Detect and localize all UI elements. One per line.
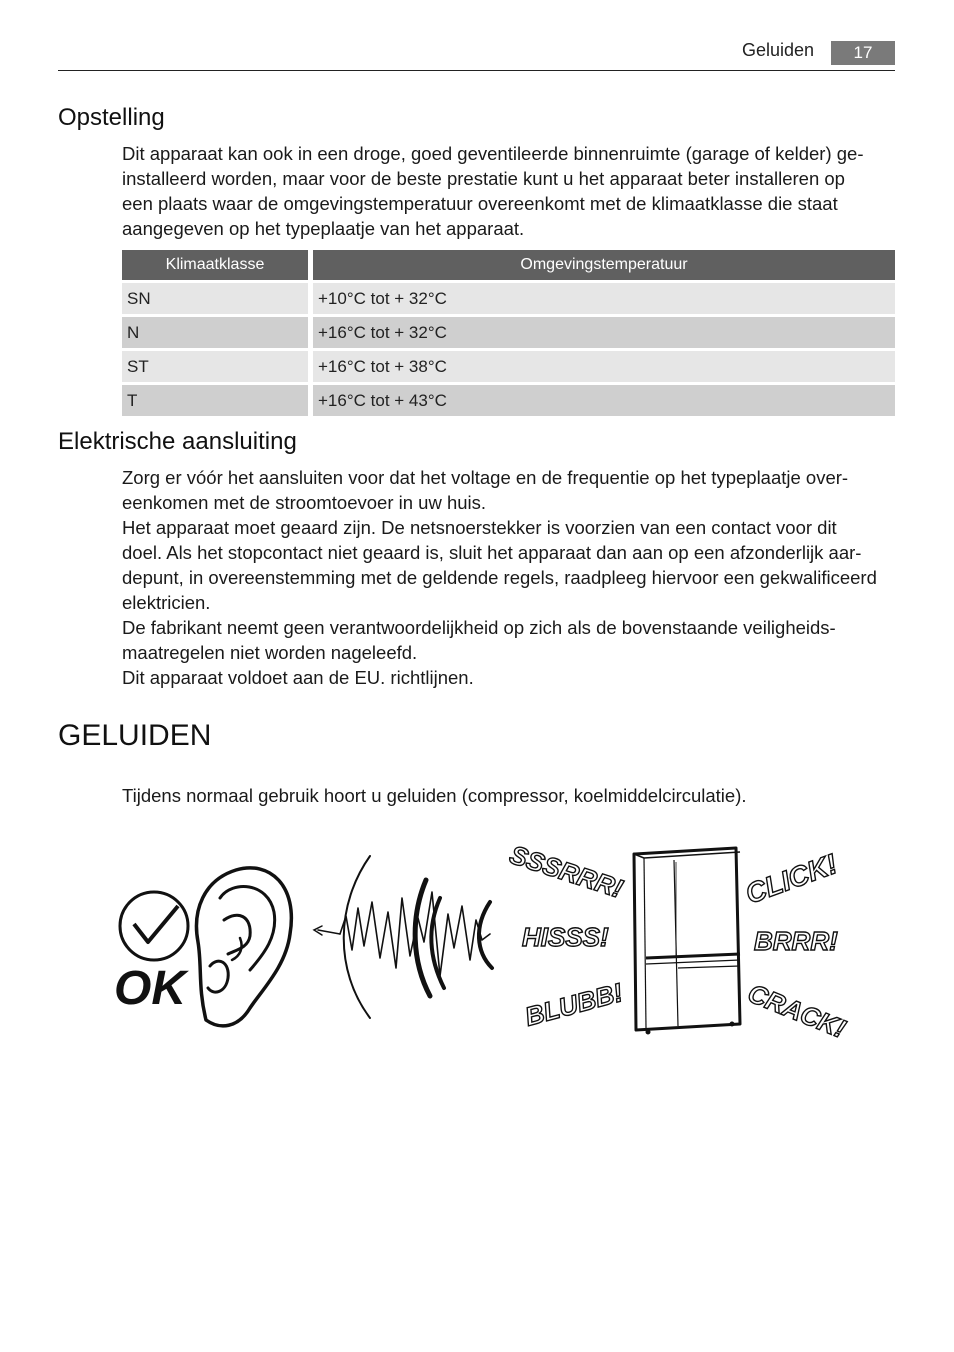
text-line: maatregelen niet worden nageleefd. bbox=[122, 642, 418, 663]
geluiden-intro bbox=[122, 783, 897, 808]
sound-word: CLICK! bbox=[741, 848, 842, 910]
opstelling-paragraph bbox=[122, 141, 897, 241]
table-cell-class: SN bbox=[122, 280, 313, 314]
running-header-section: Geluiden bbox=[742, 40, 815, 60]
text-line: Dit apparaat kan ook in een droge, goed geventileerde binnenruimte (garage of kelder) ge- bbox=[122, 143, 864, 164]
section-title-elektrisch: Elektrische aansluiting bbox=[58, 428, 297, 455]
sound-word: CRACK! bbox=[743, 977, 851, 1044]
chapter-title-geluiden: GELUIDEN bbox=[58, 719, 212, 752]
text-line: Zorg er vóór het aansluiten voor dat het voltage en de frequentie op het typeplaatje over- bbox=[122, 467, 849, 488]
elektrisch-paragraph bbox=[122, 465, 897, 690]
table-cell-temperature: +16°C tot + 32°C bbox=[313, 314, 895, 348]
column-header-klimaatklasse: Klimaatklasse bbox=[122, 250, 313, 280]
text-line: depunt, in overeenstemming met de geldende regels, raadpleeg hiervoor een gekwalificeerd bbox=[122, 567, 877, 588]
table-cell-class: T bbox=[122, 382, 313, 416]
text-line: elektricien. bbox=[122, 592, 211, 613]
text-line: Het apparaat moet geaard zijn. De netsnoerstekker is voorzien van een contact voor dit bbox=[122, 517, 837, 538]
table-row bbox=[122, 348, 895, 382]
text-line: doel. Als het stopcontact niet geaard is, sluit het apparaat dan aan op een afzonderlijk aar- bbox=[122, 542, 862, 563]
text-line: Dit apparaat voldoet aan de EU. richtlijnen. bbox=[122, 667, 474, 688]
sound-word: BLUBB! bbox=[521, 977, 626, 1032]
checkmark-circle-icon bbox=[120, 892, 188, 960]
table-row bbox=[122, 314, 895, 348]
table-cell-temperature: +16°C tot + 38°C bbox=[313, 348, 895, 382]
sound-wave-icon bbox=[314, 856, 492, 1018]
table-header-row bbox=[122, 250, 895, 280]
table-cell-class: N bbox=[122, 314, 313, 348]
column-header-omgevingstemperatuur: Omgevingstemperatuur bbox=[313, 250, 895, 280]
table-row bbox=[122, 382, 895, 416]
section-title-opstelling: Opstelling bbox=[58, 104, 165, 131]
table-row bbox=[122, 280, 895, 314]
text-line: eenkomen met de stroomtoevoer in uw huis. bbox=[122, 492, 487, 513]
ok-label: OK bbox=[114, 962, 186, 1015]
text-line: Tijdens normaal gebruik hoort u geluiden (compressor, koelmiddelcirculatie). bbox=[122, 785, 747, 806]
table-cell-temperature: +10°C tot + 32°C bbox=[313, 280, 895, 314]
ear-icon bbox=[197, 868, 292, 1026]
sound-word: HISSS! bbox=[522, 922, 609, 952]
text-line: aangegeven op het typeplaatje van het apparaat. bbox=[122, 218, 525, 239]
text-line: installeerd worden, maar voor de beste prestatie kunt u het apparaat beter installeren op bbox=[122, 168, 845, 189]
page-number: 17 bbox=[831, 41, 895, 65]
sound-word: BRRR! bbox=[754, 926, 838, 956]
header-rule bbox=[58, 70, 895, 71]
text-line: De fabrikant neemt geen verantwoordelijkheid op zich als de bovenstaande veiligheids- bbox=[122, 617, 836, 638]
climate-class-table bbox=[122, 250, 895, 416]
table-cell-temperature: +16°C tot + 43°C bbox=[313, 382, 895, 416]
noise-illustration bbox=[100, 838, 860, 1058]
text-line: een plaats waar de omgevingstemperatuur overeenkomt met de klimaatklasse die staat bbox=[122, 193, 838, 214]
table-cell-class: ST bbox=[122, 348, 313, 382]
sound-word: SSSRRR! bbox=[506, 839, 627, 904]
refrigerator-icon bbox=[634, 848, 740, 1034]
